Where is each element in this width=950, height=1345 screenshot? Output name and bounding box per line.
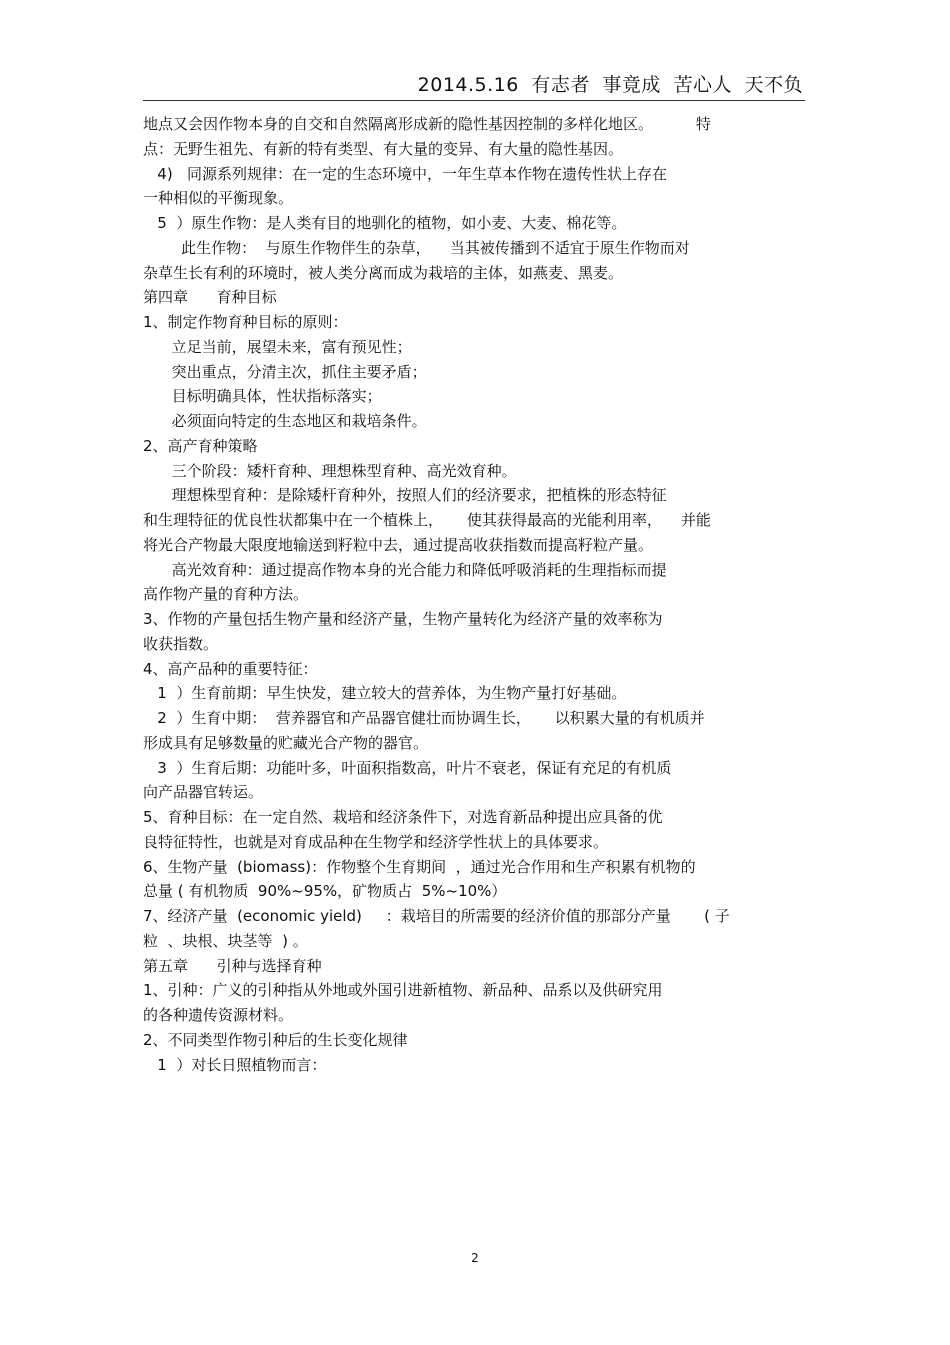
text-line: 1、制定作物育种目标的原则： [143,313,348,331]
text-line: 的各种遗传资源材料。 [143,1006,294,1024]
text-line: 一种相似的平衡现象。 [143,189,294,208]
text-line: 总量 ( 有机物质 90%~95%，矿物质占 5%~10%） [143,882,507,901]
text-line: 第四章 育种目标 [143,288,277,307]
text-line: 1、引种：广义的引种指从外地或外国引进新植物、新品种、品系以及供研究用 [143,981,663,1000]
text-line: 2、不同类型作物引种后的生长变化规律 [143,1030,408,1049]
text-line: 6、生物产量 (biomass)：作物整个生育期间 ，通过光合作用和生产积累有机物的 [143,857,696,876]
text-line: 将光合产物最大限度地输送到籽粒中去，通过提高收获指数而提高籽粒产量。 [143,535,654,554]
text-line: 点：无野生祖先、有新的特有类型、有大量的变异、有大量的隐性基因。 [143,139,624,158]
text-line: 必须面向特定的生态地区和栽培条件。 [143,412,427,430]
text-line: 4) 同源系列规律：在一定的生态环境中，一年生草本作物在遗传性状上存在 [143,164,668,183]
text-line: 2 ）生育中期： 营养器官和产品器官健壮而协调生长， 以积累大量的有机质并 [143,709,705,727]
text-line: 和生理特征的优良性状都集中在一个植株上， 使其获得最高的光能利用率， 并能 [143,511,711,529]
text-line: 杂草生长有利的环境时，被人类分离而成为栽培的主体，如燕麦、黑麦。 [143,263,624,282]
text-line: 7、经济产量 (economic yield) ：栽培目的所需要的经济价值的那部分产量 ( 子 [143,907,730,925]
text-line: 4、高产品种的重要特征： [143,659,318,678]
text-line: 5、育种目标：在一定自然、栽培和经济条件下，对选育新品种提出应具备的优 [143,808,663,826]
text-line: 收获指数。 [143,634,219,653]
text-line: 此生作物： 与原生作物伴生的杂草， 当其被传播到不适宜于原生作物而对 [143,238,690,257]
text-line: 突出重点，分清主次，抓住主要矛盾； [143,362,427,381]
text-line: 3 ）生育后期：功能叶多，叶面积指数高，叶片不衰老，保证有充足的有机质 [143,758,672,777]
text-line: 向产品器官转运。 [143,783,264,802]
text-line: 目标明确具体，性状指标落实； [143,387,382,406]
text-line: 形成具有足够数量的贮藏光合产物的器官。 [143,733,429,752]
header-motto: 2014.5.16 有志者 事竟成 苦心人 天不负 [417,74,803,96]
text-line: 三个阶段：矮杆育种、理想株型育种、高光效育种。 [143,461,517,480]
text-line: 第五章 引种与选择育种 [143,956,322,975]
page-header [143,68,805,101]
text-line: 1 ）对长日照植物而言： [143,1055,327,1074]
text-line: 高光效育种：通过提高作物本身的光合能力和降低呼吸消耗的生理指标而提 [143,560,667,579]
text-line: 地点又会因作物本身的自交和自然隔离形成新的隐性基因控制的多样化地区。 特 [143,115,711,133]
text-line: 理想株型育种：是除矮杆育种外，按照人们的经济要求，把植株的形态特征 [143,486,667,505]
text-line: 粒 、块根、块茎等 ) 。 [143,931,308,950]
text-line: 高作物产量的育种方法。 [143,585,309,604]
text-line: 良特征特性，也就是对育成品种在生物学和经济学性状上的具体要求。 [143,832,609,851]
text-line: 3、作物的产量包括生物产量和经济产量，生物产量转化为经济产量的效率称为 [143,610,663,628]
text-line: 立足当前，展望未来，富有预见性； [143,337,412,356]
text-line: 1 ）生育前期：早生快发，建立较大的营养体，为生物产量打好基础。 [143,684,627,703]
page-number: 2 [471,1251,479,1265]
text-line: 5 ）原生作物：是人类有目的地驯化的植物，如小麦、大麦、棉花等。 [143,214,627,232]
text-line: 2、高产育种策略 [143,436,258,455]
